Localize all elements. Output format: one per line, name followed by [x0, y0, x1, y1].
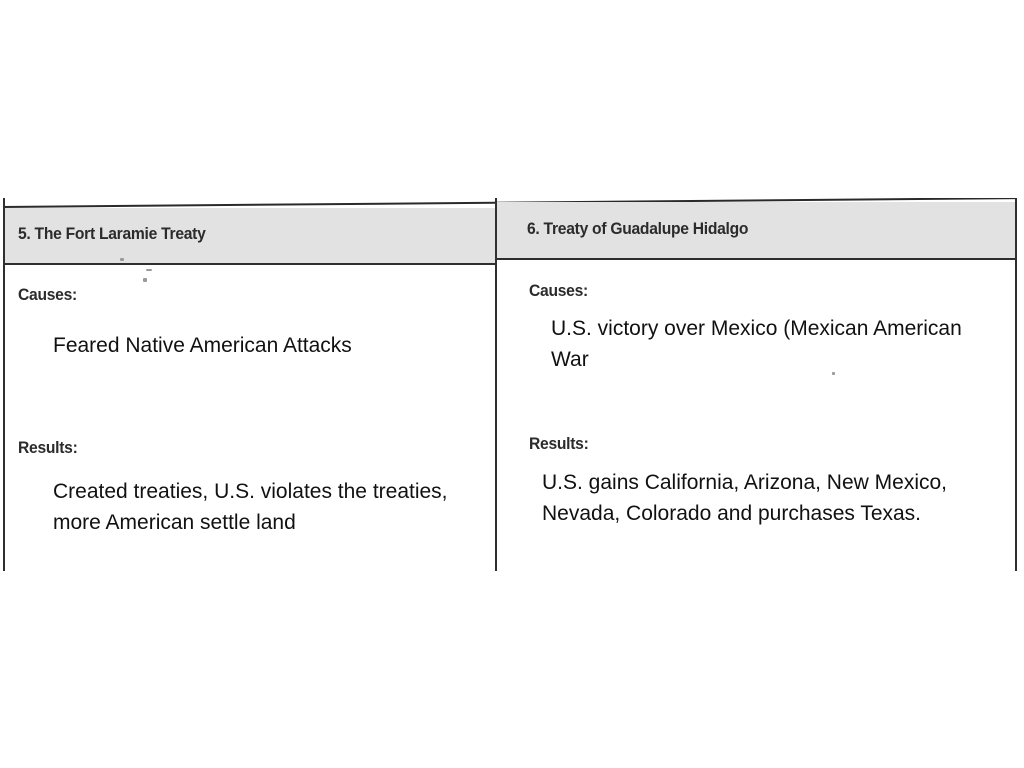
- scan-speck: [832, 372, 835, 375]
- guadalupe-hidalgo-heading: 6. Treaty of Guadalupe Hidalgo: [527, 219, 749, 238]
- guadalupe-hidalgo-results-text: U.S. gains California, Arizona, New Mexico, Nevada, Colorado and purchases Texas.: [542, 471, 947, 525]
- fort-laramie-causes-text: Feared Native American Attacks: [53, 334, 352, 357]
- scan-speck: [143, 278, 147, 282]
- table-left-border: [3, 198, 5, 571]
- fort-laramie-column: [3, 198, 496, 571]
- guadalupe-hidalgo-results-label: Results:: [529, 434, 589, 453]
- scan-speck: [146, 269, 152, 271]
- scan-speck: [120, 258, 124, 261]
- guadalupe-hidalgo-causes-label: Causes:: [529, 281, 588, 300]
- guadalupe-hidalgo-causes-text: U.S. victory over Mexico (Mexican American War: [551, 317, 962, 371]
- fort-laramie-results-text: Created treaties, U.S. violates the treaties, more American settle land: [53, 480, 448, 534]
- table-right-border: [1015, 198, 1017, 571]
- guadalupe-hidalgo-column: [496, 198, 1017, 571]
- treaty-worksheet-table: [3, 198, 1017, 571]
- fort-laramie-heading: 5. The Fort Laramie Treaty: [18, 224, 206, 243]
- fort-laramie-causes-label: Causes:: [18, 285, 77, 304]
- fort-laramie-results-label: Results:: [18, 438, 78, 457]
- table-column-divider: [495, 198, 497, 571]
